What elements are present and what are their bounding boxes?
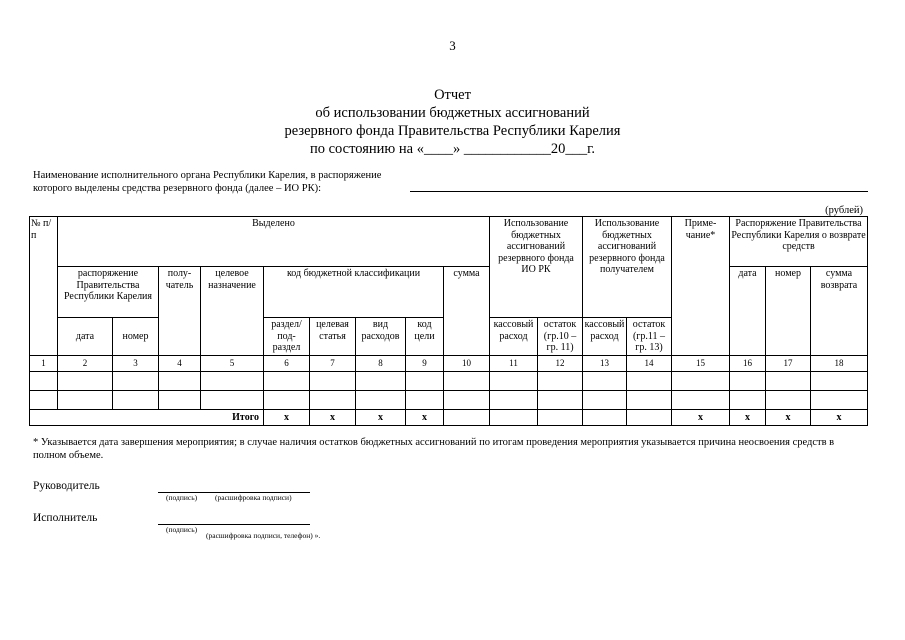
total-cell: х — [811, 410, 868, 426]
page-number: 3 — [449, 38, 456, 53]
footnote: * Указывается дата завершения мероприятия; в случае наличия остатков бюджетных ассигнований по итогам проведения мероприятия указывается причина неосвоения средств в полном объеме. — [33, 437, 835, 461]
header-section: раздел/ под-раздел — [264, 318, 310, 356]
executor-name-caption: (расшифровка подписи, телефон) ». — [206, 531, 321, 540]
report-table — [29, 216, 868, 426]
report-date-line: по состоянию на «____» ____________20___г. — [309, 141, 595, 157]
total-cell: х — [310, 410, 356, 426]
total-row — [30, 410, 868, 426]
col-number: 8 — [356, 356, 406, 372]
header-sum: сумма — [444, 267, 490, 356]
col-number: 7 — [310, 356, 356, 372]
total-cell — [538, 410, 583, 426]
org-name-line-2: которого выделены средства резервного фонда (далее – ИО РК): — [33, 183, 321, 194]
total-cell: х — [406, 410, 444, 426]
col-number: 11 — [490, 356, 538, 372]
header-order-return: Распоряжение Правительства Республики Карелия о возврате средств — [730, 217, 868, 267]
total-cell: х — [264, 410, 310, 426]
header-budget-code: код бюджетной классификации — [264, 267, 444, 318]
org-name-fill-line — [410, 191, 868, 192]
header-order-number: номер — [766, 267, 811, 356]
col-number: 18 — [811, 356, 868, 372]
col-number: 16 — [730, 356, 766, 372]
col-number: 10 — [444, 356, 490, 372]
header-target-code: код цели — [406, 318, 444, 356]
col-number: 13 — [583, 356, 627, 372]
head-sign-caption: (подпись) — [166, 493, 198, 502]
total-label: Итого — [30, 410, 264, 426]
col-number: 2 — [58, 356, 113, 372]
header-row-2 — [30, 267, 868, 318]
header-purpose: целевое назначение — [201, 267, 264, 356]
report-subtitle-2: резервного фонда Правительства Республики Карелия — [284, 123, 621, 139]
col-number: 9 — [406, 356, 444, 372]
units-label: (рублей) — [825, 205, 863, 216]
org-name-label — [33, 169, 381, 195]
table-row — [30, 372, 868, 391]
total-cell: х — [766, 410, 811, 426]
header-number: номер — [113, 318, 159, 356]
col-number: 17 — [766, 356, 811, 372]
total-cell: х — [672, 410, 730, 426]
header-recipient: полу-чатель — [159, 267, 201, 356]
header-date: дата — [58, 318, 113, 356]
report-subtitle-1: об использовании бюджетных ассигнований — [315, 105, 590, 121]
head-name-caption: (расшифровка подписи) — [215, 493, 292, 502]
header-order: распоряжение Правительства Республики Карелия — [58, 267, 159, 318]
col-number: 15 — [672, 356, 730, 372]
header-balance-rec: остаток (гр.11 – гр. 13) — [627, 318, 672, 356]
org-name-line-1: Наименование исполнительного органа Республики Карелия, в распоряжение — [33, 170, 382, 181]
header-row-1 — [30, 217, 868, 267]
total-cell — [583, 410, 627, 426]
col-number: 6 — [264, 356, 310, 372]
total-cell — [444, 410, 490, 426]
table-row — [30, 391, 868, 410]
header-return-sum: сумма возврата — [811, 267, 868, 356]
column-number-row — [30, 356, 868, 372]
head-label: Руководитель — [33, 480, 100, 492]
col-number: 4 — [159, 356, 201, 372]
executor-sign-caption: (подпись) — [166, 525, 198, 534]
header-num: № п/п — [30, 217, 58, 356]
col-number: 12 — [538, 356, 583, 372]
header-expense-type: вид расходов — [356, 318, 406, 356]
total-cell: х — [356, 410, 406, 426]
header-cash-rec: кассовый расход — [583, 318, 627, 356]
header-allocated: Выделено — [58, 217, 490, 267]
header-order-date: дата — [730, 267, 766, 356]
col-number: 1 — [30, 356, 58, 372]
executor-label: Исполнитель — [33, 512, 98, 524]
report-title: Отчет — [434, 87, 471, 103]
header-balance-io: остаток (гр.10 – гр. 11) — [538, 318, 583, 356]
col-number: 5 — [201, 356, 264, 372]
header-use-io: Использование бюджетных ассигнований резервного фонда ИО РК — [490, 217, 583, 318]
col-number: 3 — [113, 356, 159, 372]
col-number: 14 — [627, 356, 672, 372]
header-use-recipient: Использование бюджетных ассигнований резервного фонда получателем — [583, 217, 672, 318]
total-cell — [627, 410, 672, 426]
header-note: Приме-чание* — [672, 217, 730, 356]
header-cash-io: кассовый расход — [490, 318, 538, 356]
total-cell — [490, 410, 538, 426]
total-cell: х — [730, 410, 766, 426]
header-target: целевая статья — [310, 318, 356, 356]
